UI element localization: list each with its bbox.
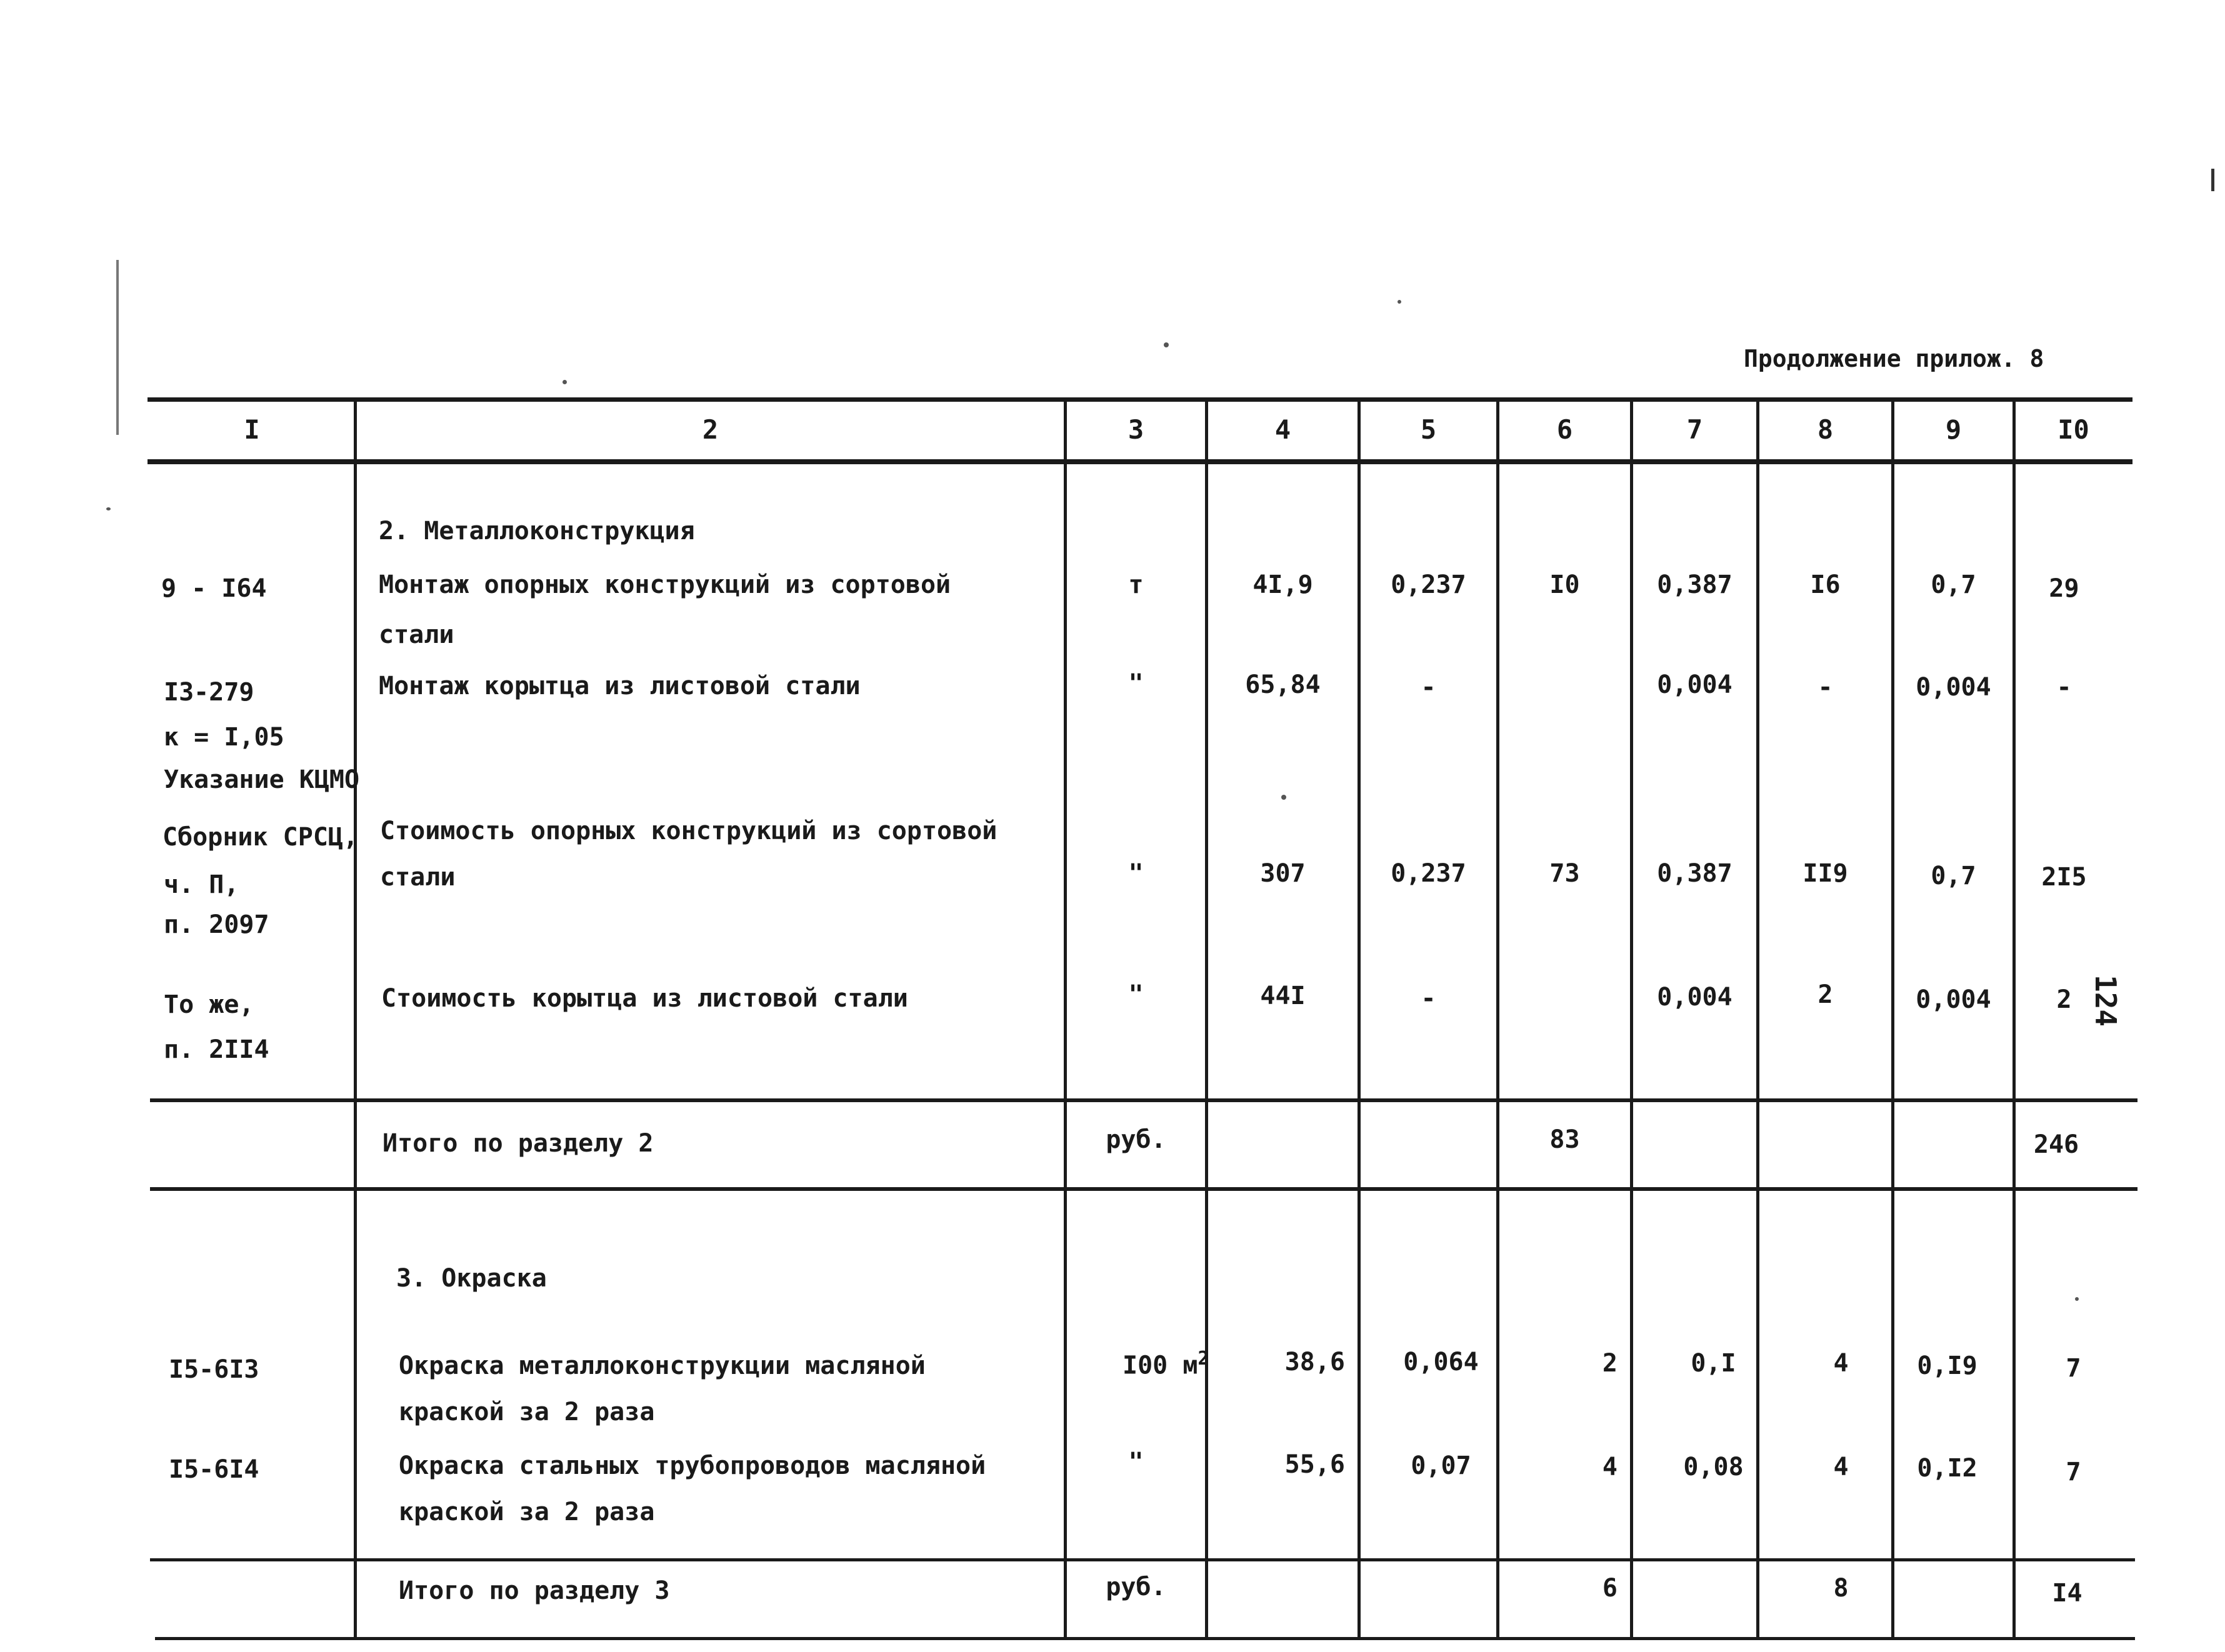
row-cell-4: 55,6 — [1284, 1450, 1345, 1479]
row-cell-7: 0,387 — [1657, 570, 1732, 599]
row-cell-9: 0,004 — [1916, 673, 1991, 702]
row-cell-7: 0,004 — [1657, 670, 1732, 699]
section3-rule-a — [150, 1558, 2135, 1561]
row-code: I3-279 — [164, 678, 254, 707]
table-bottom-rule — [155, 1637, 2135, 1640]
header-col-10: I0 — [2058, 414, 2089, 445]
row-name-cont: стали — [379, 620, 454, 649]
section3-total-col6: 6 — [1602, 1574, 1618, 1603]
row-name: Стоимость корытца из листовой стали — [381, 984, 908, 1013]
header-col-6: 6 — [1556, 414, 1573, 445]
row-name: Окраска металлоконструкции масляной — [399, 1351, 926, 1380]
row-name-cont: краской за 2 раза — [399, 1398, 655, 1426]
row-cell-7: 0,08 — [1683, 1453, 1744, 1481]
header-col-9: 9 — [1945, 414, 1962, 445]
header-bottom-rule — [148, 459, 2132, 464]
row-code-cont: Указание КЦМО — [164, 765, 360, 794]
scan-speck — [2075, 1297, 2079, 1301]
row-code: 9 - I64 — [161, 574, 267, 603]
scan-edge-mark — [116, 260, 119, 435]
row-cell-8: 4 — [1833, 1453, 1849, 1481]
row-cell-6: 2 — [1602, 1349, 1618, 1378]
page-number: 124 — [2089, 975, 2122, 1027]
header-col-1: I — [244, 414, 260, 445]
row-cell-7: 0,387 — [1657, 859, 1732, 888]
section2-total-col6: 83 — [1549, 1125, 1580, 1154]
unit-text: I00 м — [1122, 1351, 1198, 1380]
row-cell-9: 0,7 — [1931, 570, 1976, 599]
row-cell-5: - — [1421, 984, 1436, 1013]
row-code-cont: п. 2097 — [164, 910, 269, 939]
row-cell-9: 0,004 — [1916, 985, 1991, 1014]
row-cell-8: 4 — [1833, 1349, 1849, 1378]
section3-total-label: Итого по разделу 3 — [399, 1576, 670, 1605]
row-cell-4: 38,6 — [1284, 1348, 1345, 1376]
appendix-caption: Продолжение прилож. 8 — [1744, 345, 2044, 372]
row-cell-5: - — [1421, 673, 1436, 702]
row-cell-8: II9 — [1802, 859, 1848, 888]
scan-speck — [1398, 300, 1401, 304]
table-top-rule — [148, 397, 2132, 402]
row-unit: т — [1128, 570, 1144, 599]
row-code: I5-6I3 — [169, 1355, 259, 1384]
row-cell-10: 29 — [2049, 574, 2079, 603]
row-unit: " — [1128, 980, 1144, 1009]
scan-speck — [1164, 342, 1169, 347]
scan-corner-mark — [2211, 169, 2214, 191]
row-name-cont: краской за 2 раза — [399, 1498, 655, 1526]
section2-total-label: Итого по разделу 2 — [382, 1129, 654, 1158]
row-unit — [1122, 1350, 1209, 1378]
row-code: Сборник СРСЦ, — [162, 823, 359, 852]
row-cell-10: - — [2056, 673, 2072, 702]
row-cell-4: 65,84 — [1245, 670, 1321, 699]
row-cell-5: 0,237 — [1391, 570, 1466, 599]
row-code: То же, — [164, 990, 254, 1019]
row-cell-10: 7 — [2066, 1458, 2081, 1486]
row-cell-9: 0,I2 — [1917, 1454, 1978, 1483]
row-unit: " — [1128, 1448, 1144, 1476]
row-code-cont: п. 2II4 — [164, 1035, 269, 1064]
scan-speck — [562, 380, 567, 384]
row-cell-7: 0,004 — [1657, 983, 1732, 1012]
row-unit: " — [1128, 859, 1144, 888]
row-cell-9: 0,I9 — [1917, 1351, 1978, 1380]
row-cell-9: 0,7 — [1931, 862, 1976, 890]
section3-title: 3. Окраска — [396, 1264, 547, 1293]
row-cell-10: 2 — [2056, 985, 2072, 1014]
section3-total-col8: 8 — [1833, 1574, 1849, 1603]
row-cell-8: I6 — [1810, 570, 1841, 599]
header-col-2: 2 — [702, 414, 719, 445]
row-cell-5: 0,07 — [1411, 1451, 1471, 1480]
row-cell-8: 2 — [1818, 980, 1833, 1009]
row-cell-5: 0,064 — [1403, 1348, 1479, 1376]
row-code-cont: ч. П, — [164, 870, 239, 899]
row-name: Монтаж опорных конструкций из сортовой — [379, 570, 951, 599]
section2-rule-a — [150, 1098, 2138, 1102]
row-code-cont: к = I,05 — [164, 723, 284, 752]
section2-total-col10: 246 — [2033, 1130, 2079, 1159]
row-unit: " — [1128, 669, 1144, 698]
header-col-8: 8 — [1817, 414, 1834, 445]
header-col-7: 7 — [1686, 414, 1703, 445]
scan-speck — [1281, 795, 1286, 800]
scan-speck — [106, 507, 111, 510]
row-cell-7: 0,I — [1691, 1349, 1736, 1378]
header-col-5: 5 — [1420, 414, 1437, 445]
row-code: I5-6I4 — [169, 1455, 259, 1484]
column-divider — [354, 400, 357, 1638]
header-col-4: 4 — [1274, 414, 1291, 445]
row-cell-6: 73 — [1549, 859, 1580, 888]
row-name-cont: стали — [380, 863, 456, 892]
row-name: Монтаж корытца из листовой стали — [379, 672, 861, 700]
row-cell-10: 2I5 — [2041, 863, 2087, 892]
section2-total-unit: руб. — [1106, 1125, 1166, 1154]
row-cell-4: 44I — [1260, 982, 1306, 1010]
row-cell-4: 307 — [1260, 859, 1306, 888]
row-name: Стоимость опорных конструкций из сортовой — [380, 817, 998, 845]
section3-total-col10: I4 — [2052, 1579, 2082, 1608]
row-cell-5: 0,237 — [1391, 859, 1466, 888]
header-col-3: 3 — [1128, 414, 1144, 445]
section2-rule-b — [150, 1187, 2138, 1191]
section2-title: 2. Металлоконструкция — [379, 517, 695, 545]
row-name: Окраска стальных трубопроводов масляной — [399, 1451, 986, 1480]
unit-superscript: 2 — [1198, 1348, 1209, 1370]
row-cell-6: I0 — [1549, 570, 1580, 599]
row-cell-10: 7 — [2066, 1354, 2081, 1383]
row-cell-8: - — [1818, 673, 1833, 702]
row-cell-4: 4I,9 — [1252, 570, 1313, 599]
row-cell-6: 4 — [1602, 1453, 1618, 1481]
section3-total-unit: руб. — [1106, 1573, 1166, 1601]
